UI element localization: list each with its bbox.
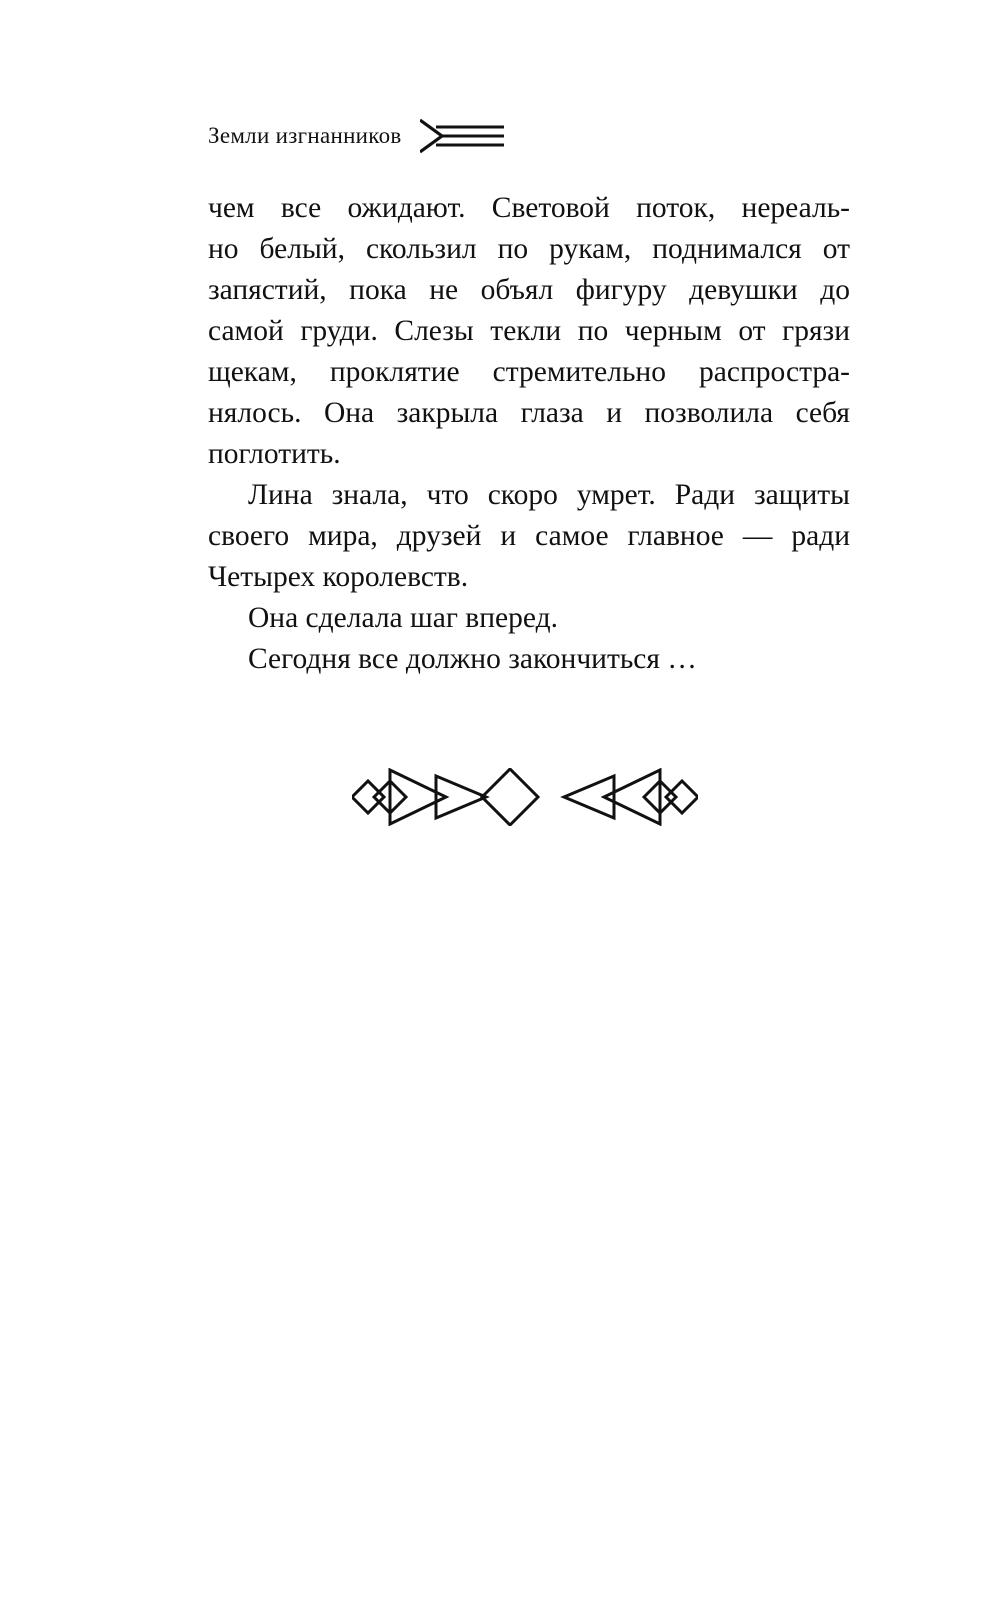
text-line: Четырех королевств. [208,561,469,593]
text-line: но белый, скользил по рукам, поднимался от [208,233,850,265]
paragraph-2 [208,475,850,598]
text-line: самой груди. Слезы текли по черным от грязи [208,315,850,347]
body-text [208,188,850,680]
text-line: Сегодня все должно закончиться … [248,643,697,675]
text-line: Она сделала шаг вперед. [248,602,558,634]
triple-line-chevron-ornament-icon [420,116,504,156]
text-line: чем все ожидают. Световой поток, нереаль- [208,192,850,224]
paragraph-3 [208,598,850,639]
text-line: нялось. Она закрыла глаза и позволила себя [208,397,850,429]
text-line: поглотить. [208,438,341,470]
running-head [208,112,504,160]
text-line: щекам, проклятие стремительно распростра- [208,356,850,388]
paragraph-1 [208,188,850,475]
text-line: запястий, пока не объял фигуру девушки до [208,274,850,306]
text-line: Лина знала, что скоро умрет. Ради защиты [248,479,850,511]
running-head-title: Земли изгнанников [208,123,402,148]
section-break-ornament-icon [352,768,698,826]
paragraph-4 [208,639,850,680]
text-line: своего мира, друзей и самое главное — ради [208,520,850,552]
